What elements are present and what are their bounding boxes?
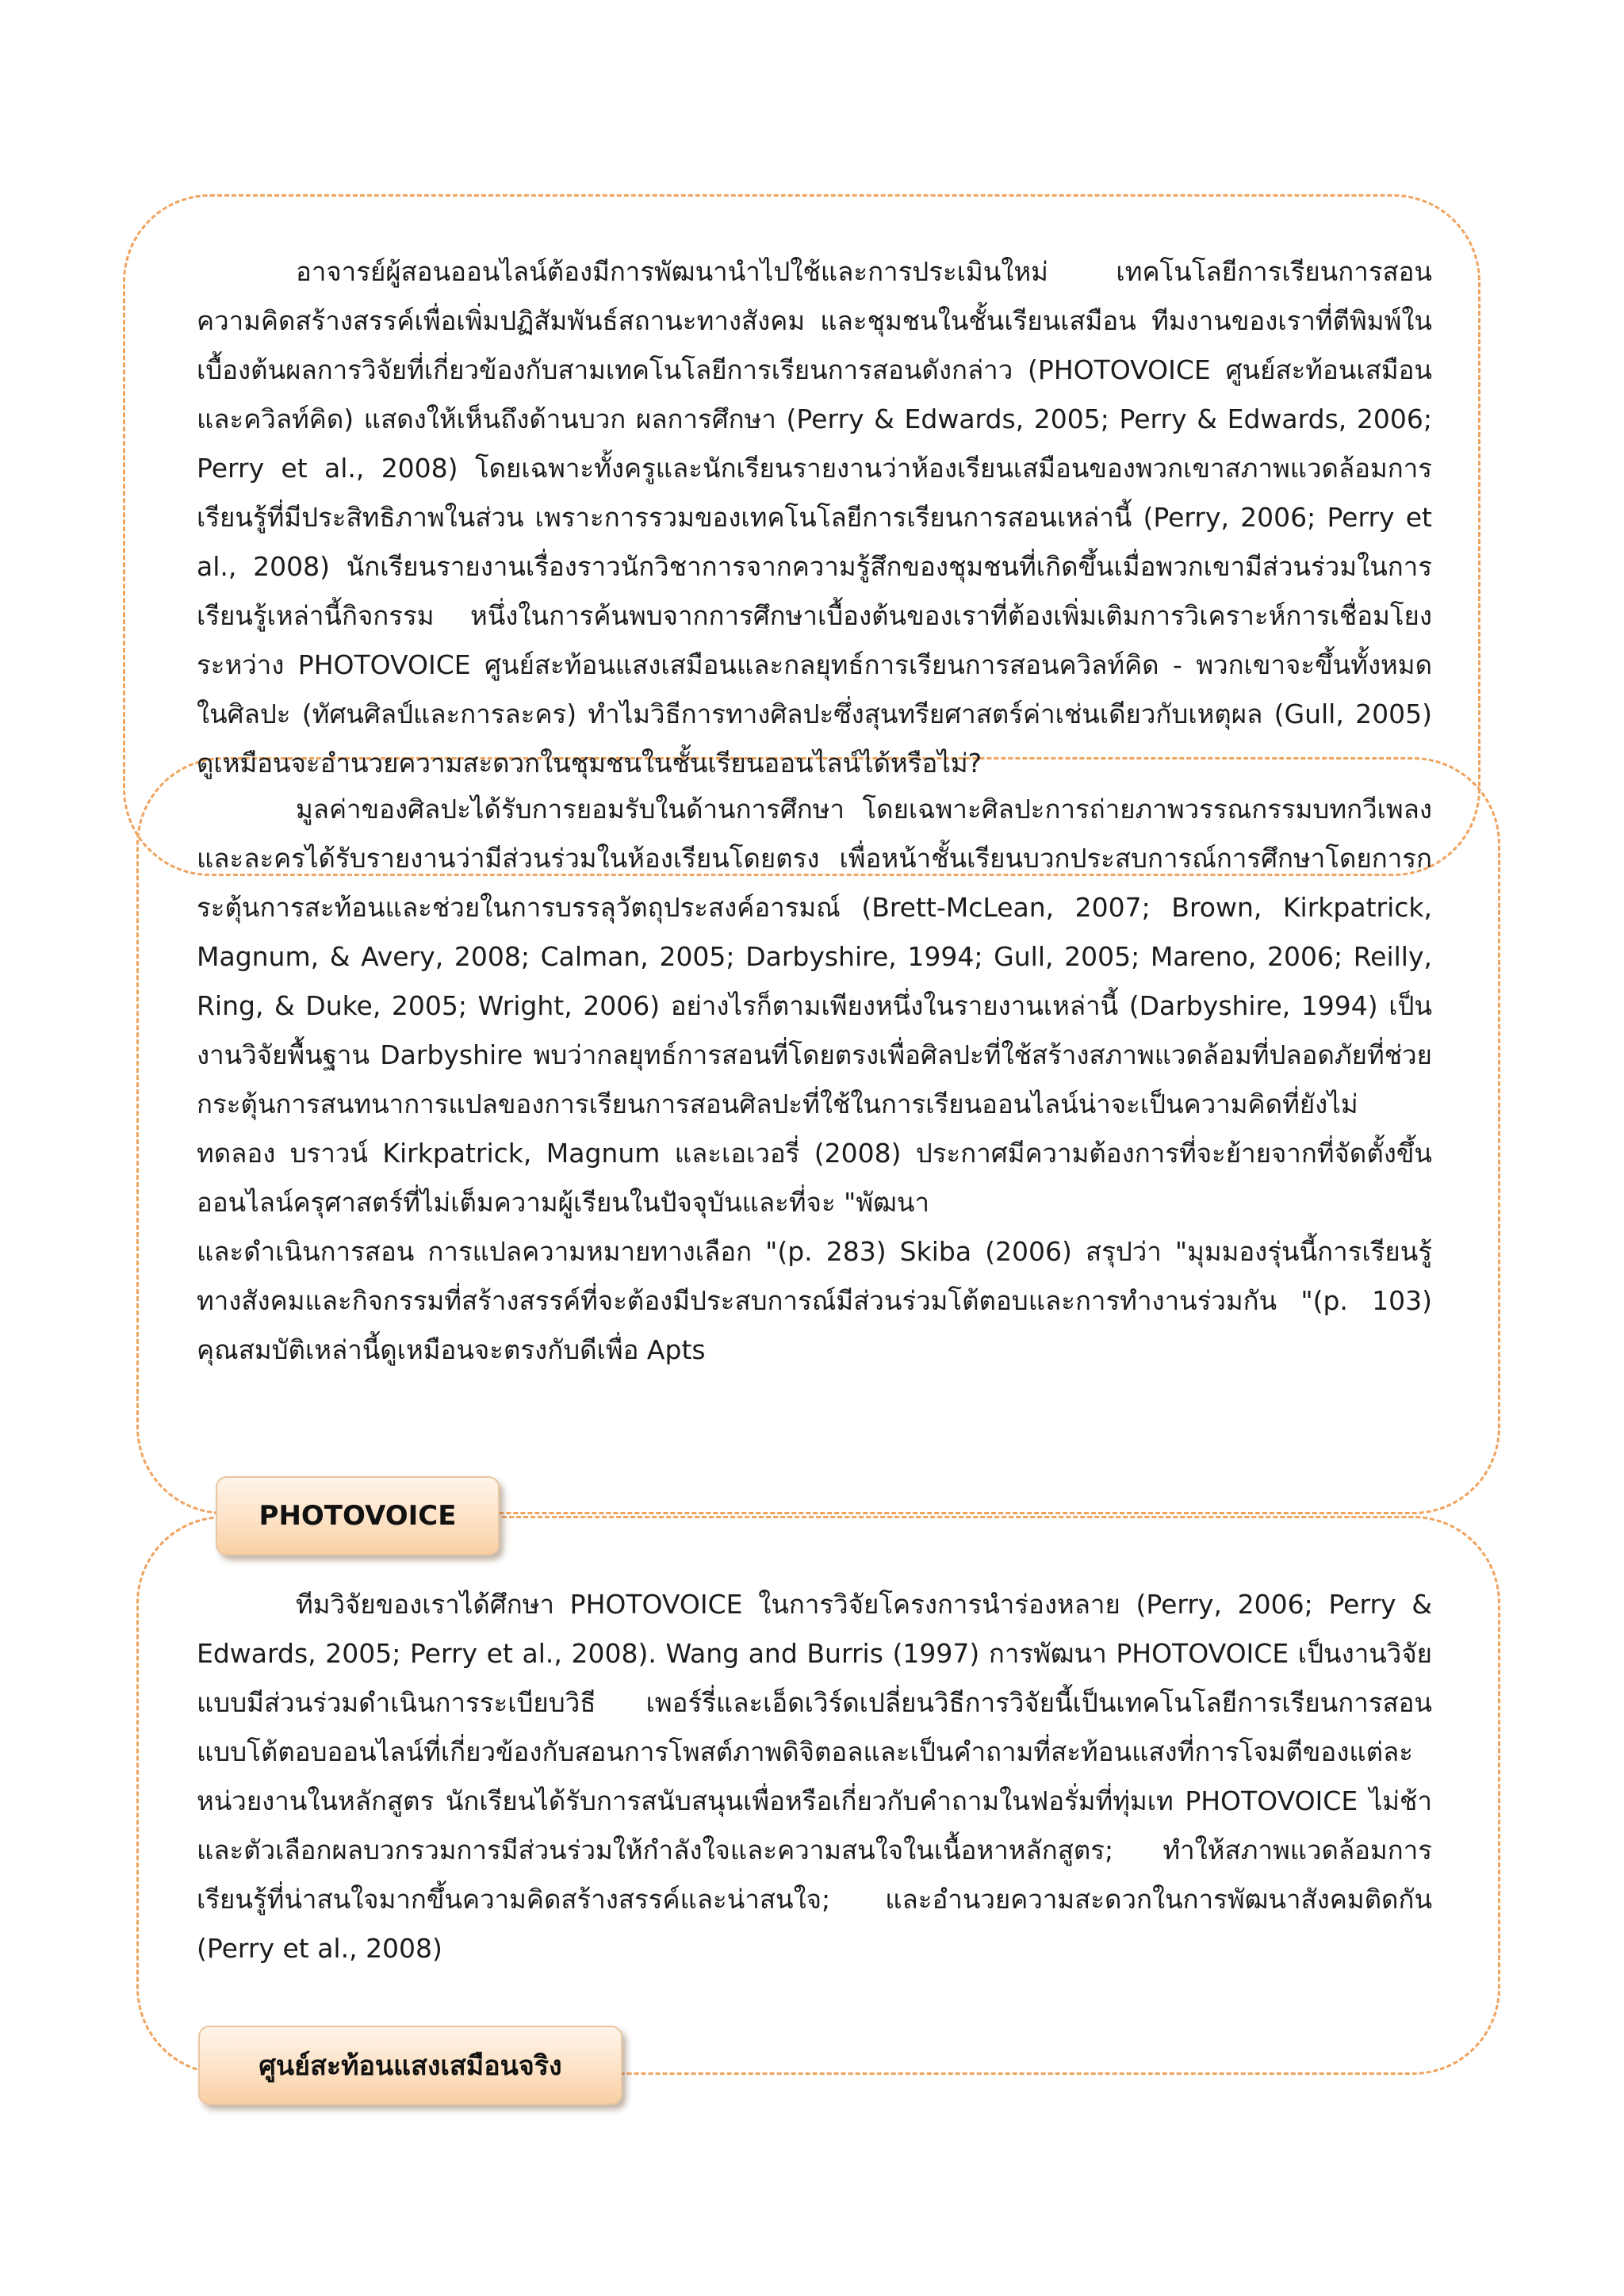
section-1-paragraph: อาจารย์ผู้สอนออนไลน์ต้องมีการพัฒนานำไปใช้และการประเมินใหม่ เทคโนโลยีการเรียนการสอนความคิดสร้างสรรค์เพื่อเพิ่มปฏิสัมพันธ์สถานะทางสังคม และชุมชนในชั้นเรียนเสมือน ทีมงานของเราที่ตีพิมพ์ในเบื้องต้นผลการวิจัยที่เกี่ยวข้องกับสามเทคโนโลยีการเรียนการสอนดังกล่าว (PHOTOVOICE ศูนย์สะท้อนเสมือนและควิลท์คิด) แสดงให้เห็นถึงด้านบวก ผลการศึกษา (Perry & Edwards, 2005; Perry & Edwards, 2006; Perry et al., 2008) โดยเฉพาะทั้งครูและนักเรียนรายงานว่าห้องเรียนเสมือนของพวกเขาสภาพแวดล้อมการเรียนรู้ที่มีประสิทธิภาพในส่วน เพราะการรวมของเทคโนโลยีการเรียนการสอนเหล่านี้ (Perry, 2006; Perry et al., 2008) นักเรียนรายงานเรื่องราวนักวิชาการจากความรู้สึกของชุมชนที่เกิดขึ้นเมื่อพวกเขามีส่วนร่วมในการเรียนรู้เหล่านี้กิจกรรม หนึ่งในการค้นพบจากการศึกษาเบื้องต้นของเราที่ต้องเพิ่มเติมการวิเคราะห์การเชื่อมโยงระหว่าง PHOTOVOICE ศูนย์สะท้อนแสงเสมือนและกลยุทธ์การเรียนการสอนควิลท์คิด - พวกเขาจะขึ้นทั้งหมดในศิลปะ (ทัศนศิลป์และการละคร) ทำไมวิธีการทางศิลปะซึ่งสุนทรียศาสตร์ค่าเช่นเดียวกับเหตุผล (Gull, 2005) ดูเหมือนจะอำนวยความสะดวกในชุมชนในชั้นเรียนออนไลน์ได้หรือไม่? — [197, 256, 1432, 779]
section-2-text — [197, 785, 1432, 1375]
virtual-reflection-heading-tab: ศูนย์สะท้อนแสงเสมือนจริง — [198, 2026, 622, 2105]
section-2-paragraph: มูลค่าของศิลปะได้รับการยอมรับในด้านการศึกษา โดยเฉพาะศิลปะการถ่ายภาพวรรณกรรมบทกวีเพลงและละครได้รับรายงานว่ามีส่วนร่วมในห้องเรียนโดยตรง เพื่อหน้าชั้นเรียนบวกประสบการณ์การศึกษาโดยการกระตุ้นการสะท้อนและช่วยในการบรรลุวัตถุประสงค์อารมณ์ (Brett-McLean, 2007; Brown, Kirkpatrick, Magnum, & Avery, 2008; Calman, 2005; Darbyshire, 1994; Gull, 2005; Mareno, 2006; Reilly, Ring, & Duke, 2005; Wright, 2006) อย่างไรก็ตามเพียงหนึ่งในรายงานเหล่านี้ (Darbyshire, 1994) เป็นงานวิจัยพื้นฐาน Darbyshire พบว่ากลยุทธ์การสอนที่โดยตรงเพื่อศิลปะที่ใช้สร้างสภาพแวดล้อมที่ปลอดภัยที่ช่วยกระตุ้นการสนทนาการแปลของการเรียนการสอนศิลปะที่ใช้ในการเรียนออนไลน์น่าจะเป็นความคิดที่ยังไม่ทดลอง บราวน์ Kirkpatrick, Magnum และเอเวอรี่ (2008) ประกาศมีความต้องการที่จะย้ายจากที่จัดตั้งขึ้นออนไลน์ครุศาสตร์ที่ไม่เต็มความผู้เรียนในปัจจุบันและที่จะ "พัฒนา — [197, 794, 1432, 1218]
section-1-text — [197, 247, 1432, 788]
section-3-text — [197, 1580, 1432, 1973]
photovoice-heading-tab: PHOTOVOICE — [216, 1476, 500, 1556]
section-3-paragraph: ทีมวิจัยของเราได้ศึกษา PHOTOVOICE ในการวิจัยโครงการนำร่องหลาย (Perry, 2006; Perry & Edwards, 2005; Perry et al., 2008). Wang and Burris (1997) การพัฒนา PHOTOVOICE เป็นงานวิจัยแบบมีส่วนร่วมดำเนินการระเบียบวิธี เพอร์รี่และเอ็ดเวิร์ดเปลี่ยนวิธีการวิจัยนี้เป็นเทคโนโลยีการเรียนการสอนแบบโต้ตอบออนไลน์ที่เกี่ยวข้องกับสอนการโพสต์ภาพดิจิตอลและเป็นคำถามที่สะท้อนแสงที่การโจมตีของแต่ละหน่วยงานในหลักสูตร นักเรียนได้รับการสนับสนุนเพื่อหรือเกี่ยวกับคำถามในฟอรั่มที่ทุ่มเท PHOTOVOICE ไม่ช้าและตัวเลือกผลบวกรวมการมีส่วนร่วมให้กำลังใจและความสนใจในเนื้อหาหลักสูตร; ทำให้สภาพแวดล้อมการเรียนรู้ที่น่าสนใจมากขึ้นความคิดสร้างสรรค์และน่าสนใจ; และอำนวยความสะดวกในการพัฒนาสังคมติดกัน (Perry et al., 2008) — [197, 1589, 1432, 1964]
section-2-continuation: และดำเนินการสอน การแปลความหมายทางเลือก "(p. 283) Skiba (2006) สรุปว่า "มุมมองรุ่นนี้การเรียนรู้ทางสังคมและกิจกรรมที่สร้างสรรค์ที่จะต้องมีประสบการณ์มีส่วนร่วมโต้ตอบและการทำงานร่วมกัน "(p. 103) คุณสมบัติเหล่านี้ดูเหมือนจะตรงกับดีเพื่อ Apts — [197, 1236, 1432, 1365]
